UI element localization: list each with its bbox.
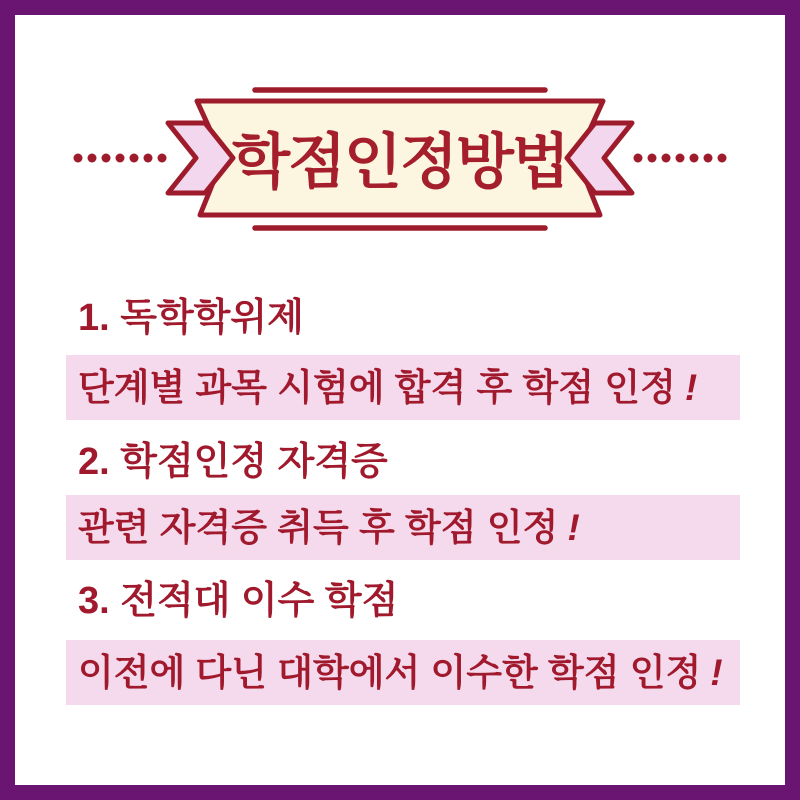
section-1-exclaim: !	[684, 367, 698, 408]
section-1-heading: 1. 독학학위제	[78, 297, 304, 339]
section-1-detail: 단계별 과목 시험에 합격 후 학점 인정	[78, 367, 676, 408]
section-2-detail: 관련 자격증 취득 후 학점 인정	[78, 507, 559, 548]
section-3-detail: 이전에 다닌 대학에서 이수한 학점 인정	[78, 652, 702, 693]
section-1-highlight-bar	[66, 355, 740, 420]
banner-title: 학점인정방법	[232, 128, 568, 196]
title-banner	[0, 85, 800, 235]
dotted-line-left	[74, 154, 167, 163]
section-3-exclaim: !	[710, 652, 723, 693]
section-2-heading: 2. 학점인정 자격증	[78, 441, 388, 483]
section-2-highlight-bar	[66, 495, 740, 560]
dotted-line-right	[634, 154, 727, 163]
section-3-highlight-bar	[66, 640, 740, 705]
section-3-heading: 3. 전적대 이수 학점	[78, 580, 399, 622]
section-2-exclaim: !	[567, 507, 580, 548]
